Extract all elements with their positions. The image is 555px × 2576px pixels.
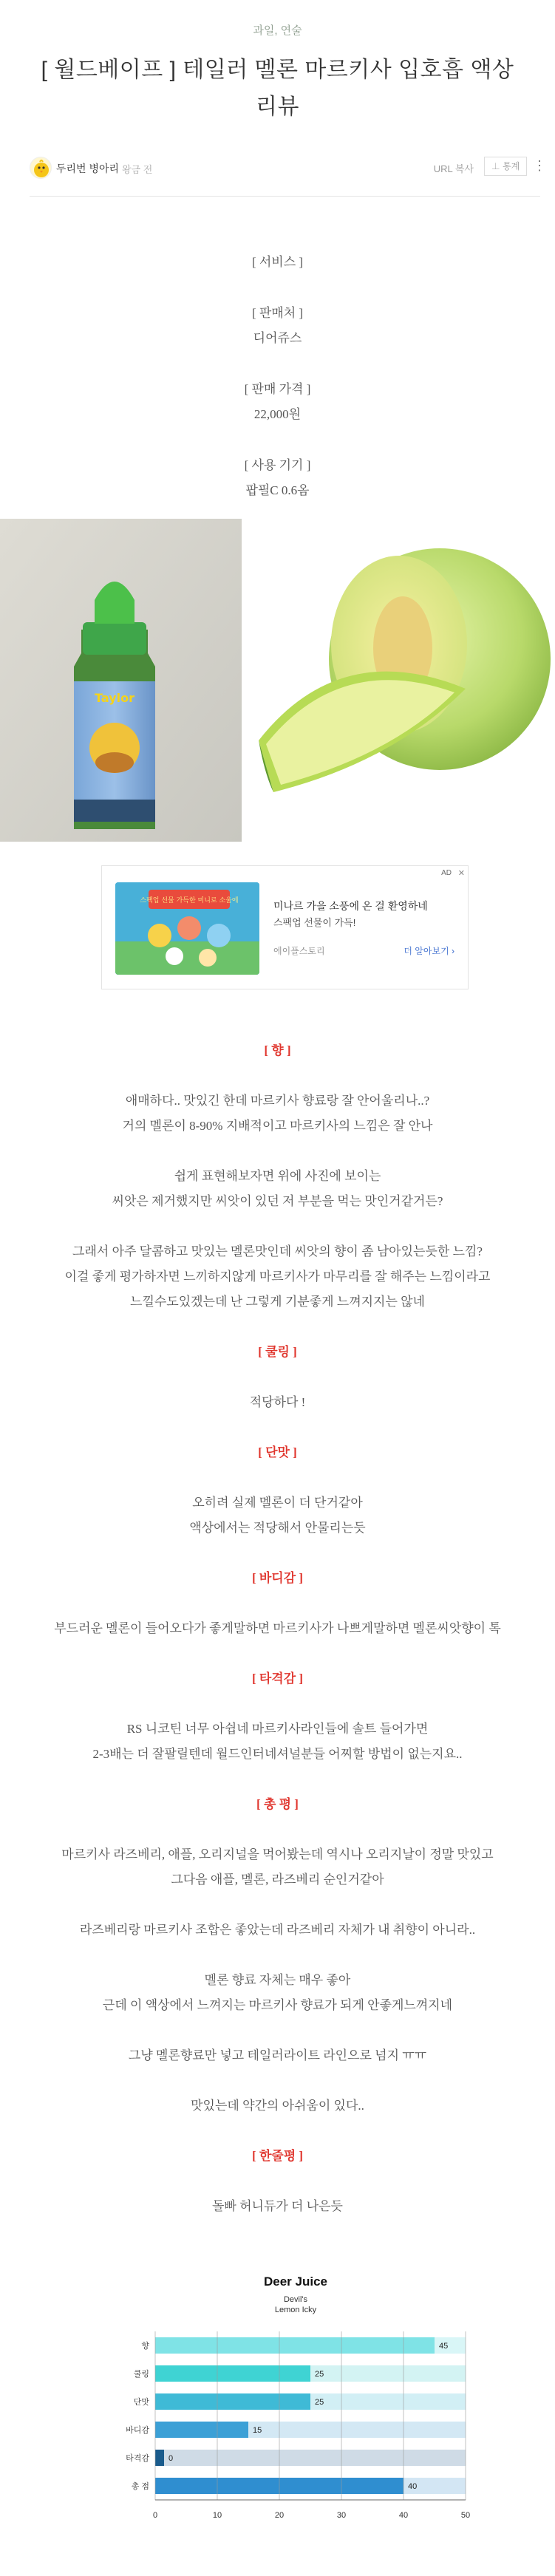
section-heading: [ 총 평 ] — [256, 1797, 299, 1811]
section-text: 이걸 좋게 평가하자면 느끼하지않게 마르키사가 마무리를 잘 해주는 느낌이라고 — [64, 1270, 491, 1284]
rating-chart — [111, 2272, 480, 2568]
url-copy-button[interactable]: URL 복사 — [433, 163, 474, 174]
section-text: 액상에서는 적당해서 안물리는듯 — [189, 1521, 366, 1535]
tick-label: 50 — [460, 2511, 471, 2520]
game-art-image — [115, 882, 259, 975]
section-text: 맛있는데 약간의 아쉬움이 있다.. — [191, 2099, 364, 2113]
section-text: 마르키사 라즈베리, 애플, 오리지널을 먹어봤는데 역시나 오리지날이 정말 맛있고 — [61, 1847, 494, 1861]
category-label: 단맛 — [133, 2398, 149, 2407]
bar-track — [155, 2450, 466, 2466]
category-label: 타격감 — [126, 2454, 149, 2463]
section-heading: [ 타격감 ] — [251, 1672, 304, 1686]
section-text: 애매하다.. 맛있긴 한데 마르키사 향료랑 잘 안어울리나..? — [125, 1094, 430, 1108]
tick-label: 0 — [152, 2511, 158, 2520]
post-title-line1: [ 월드베이프 ] 테일러 멜론 마르키사 입호흡 액상 — [41, 58, 514, 82]
liquid-bottle-image — [0, 519, 242, 842]
tick-label: 10 — [212, 2511, 222, 2520]
section-heading: [ 단맛 ] — [258, 1445, 297, 1459]
data-label: 40 — [408, 2482, 418, 2491]
tick-label: 20 — [274, 2511, 285, 2520]
avatar[interactable] — [30, 157, 52, 179]
section-text: 그다음 애플, 멜론, 라즈베리 순인거같아 — [171, 1873, 384, 1887]
tick-label: 40 — [398, 2511, 409, 2520]
section-text: 씨앗은 제거했지만 씨앗이 있던 저 부분을 먹는 맛인거같거든? — [112, 1194, 443, 1208]
ad-banner[interactable] — [101, 865, 469, 989]
category-label: 쿨링 — [133, 2370, 149, 2379]
bar — [155, 2450, 164, 2466]
info-label: [ 판매 가격 ] — [244, 382, 311, 396]
rating-chart-svg — [111, 2272, 480, 2568]
section-heading: [ 쿨링 ] — [258, 1345, 297, 1359]
data-label: 25 — [315, 2370, 324, 2379]
data-label: 15 — [253, 2426, 262, 2435]
category-label: 총 점 — [131, 2482, 149, 2491]
section-text: 2-3배는 더 잘팔릴텐데 월드인터네셔널분들 어찌할 방법이 없는지요.. — [92, 1747, 463, 1761]
section-text: 돌빠 허니듀가 더 나은듯 — [212, 2199, 343, 2213]
data-label: 25 — [315, 2398, 324, 2407]
post-title — [15, 52, 540, 126]
info-label: [ 판매처 ] — [251, 306, 304, 320]
section-heading: [ 한줄평 ] — [251, 2149, 304, 2163]
post-category[interactable]: 과일, 연술 — [253, 24, 302, 37]
section-text: 라즈베리랑 마르키사 조합은 좋았는데 라즈베리 자체가 내 취향이 아니라.. — [79, 1923, 476, 1937]
chart-subtitle: Devil's — [283, 2295, 308, 2304]
info-value: 디어쥬스 — [253, 331, 302, 345]
ad-close-icon[interactable]: ✕ — [457, 869, 465, 878]
section-text: 그냥 멜론향료만 넣고 테일러라이트 라인으로 넘지 ㅠㅠ — [128, 2048, 427, 2062]
melon-photo[interactable] — [244, 519, 555, 842]
ad-badge: AD — [441, 869, 452, 877]
info-label: [ 사용 기기 ] — [244, 458, 311, 472]
ad-image[interactable] — [115, 882, 259, 975]
post-title-line2: 리뷰 — [256, 95, 299, 119]
section-text: 오히려 실제 멜론이 더 단거같아 — [192, 1496, 363, 1510]
stats-button[interactable]: ⊥ 통계 — [484, 157, 527, 176]
section-text: 근데 이 액상에서 느껴지는 마르키사 향료가 되게 안좋게느껴지네 — [102, 1998, 453, 2012]
category-label: 향 — [141, 2342, 149, 2351]
bar — [155, 2365, 310, 2382]
melon-image — [244, 519, 555, 842]
bar — [155, 2422, 248, 2438]
section-text: 부드러운 멜론이 들어오다가 좋게말하면 마르키사가 나쁘게말하면 멜론씨앗향이 톡 — [54, 1621, 501, 1635]
info-label: [ 서비스 ] — [251, 255, 304, 269]
header-divider — [30, 196, 540, 197]
section-text: RS 니코틴 너무 아쉽네 마르키사라인들에 솔트 들어가면 — [126, 1722, 429, 1736]
chick-icon — [30, 157, 52, 179]
info-value: 22,000원 — [253, 407, 302, 421]
ad-brand: 에이플스토리 — [273, 946, 325, 956]
ad-subtext: 스팩업 선물이 가득! — [273, 917, 356, 928]
ad-headline[interactable]: 미나르 가을 소풍에 온 걸 환영하네 — [273, 900, 428, 912]
ad-image-text: 스팩업 선물 가득한 미니로 소울에 — [140, 897, 239, 904]
data-label: 45 — [439, 2342, 449, 2351]
section-text: 거의 멜론이 8-90% 지배적이고 마르키사의 느낌은 잘 안나 — [122, 1119, 433, 1133]
section-heading: [ 향 ] — [264, 1043, 291, 1057]
bottle-brand-text: Taylor — [95, 691, 135, 705]
bar — [155, 2337, 435, 2354]
ad-learn-more-link[interactable]: 더 알아보기 › — [404, 946, 454, 956]
author-name[interactable]: 두리번 병아리 — [56, 163, 120, 174]
section-text: 느낄수도있겠는데 난 그렇게 기분좋게 느껴지지는 않네 — [130, 1295, 425, 1309]
category-label: 바디감 — [126, 2426, 149, 2435]
chart-subtitle: Lemon Icky — [274, 2306, 317, 2314]
post-date: 왕금 전 — [122, 164, 153, 175]
chart-title: Deer Juice — [264, 2275, 327, 2289]
bar — [155, 2393, 310, 2410]
section-text: 적당하다 ! — [249, 1395, 306, 1409]
section-text: 그래서 아주 달콤하고 맛있는 멜론맛인데 씨앗의 향이 좀 남아있는듯한 느낌? — [72, 1244, 483, 1258]
section-text: 멜론 향료 자체는 매우 좋아 — [204, 1973, 351, 1987]
more-options-icon[interactable]: ⋮ — [533, 158, 546, 173]
product-photo[interactable] — [0, 519, 242, 842]
section-text: 쉽게 표현해보자면 위에 사진에 보이는 — [174, 1169, 381, 1183]
post-meta — [30, 154, 546, 183]
tick-label: 30 — [336, 2511, 347, 2520]
data-label: 0 — [168, 2454, 174, 2463]
section-heading: [ 바디감 ] — [251, 1571, 304, 1585]
info-value: 팝필C 0.6옴 — [245, 483, 310, 497]
